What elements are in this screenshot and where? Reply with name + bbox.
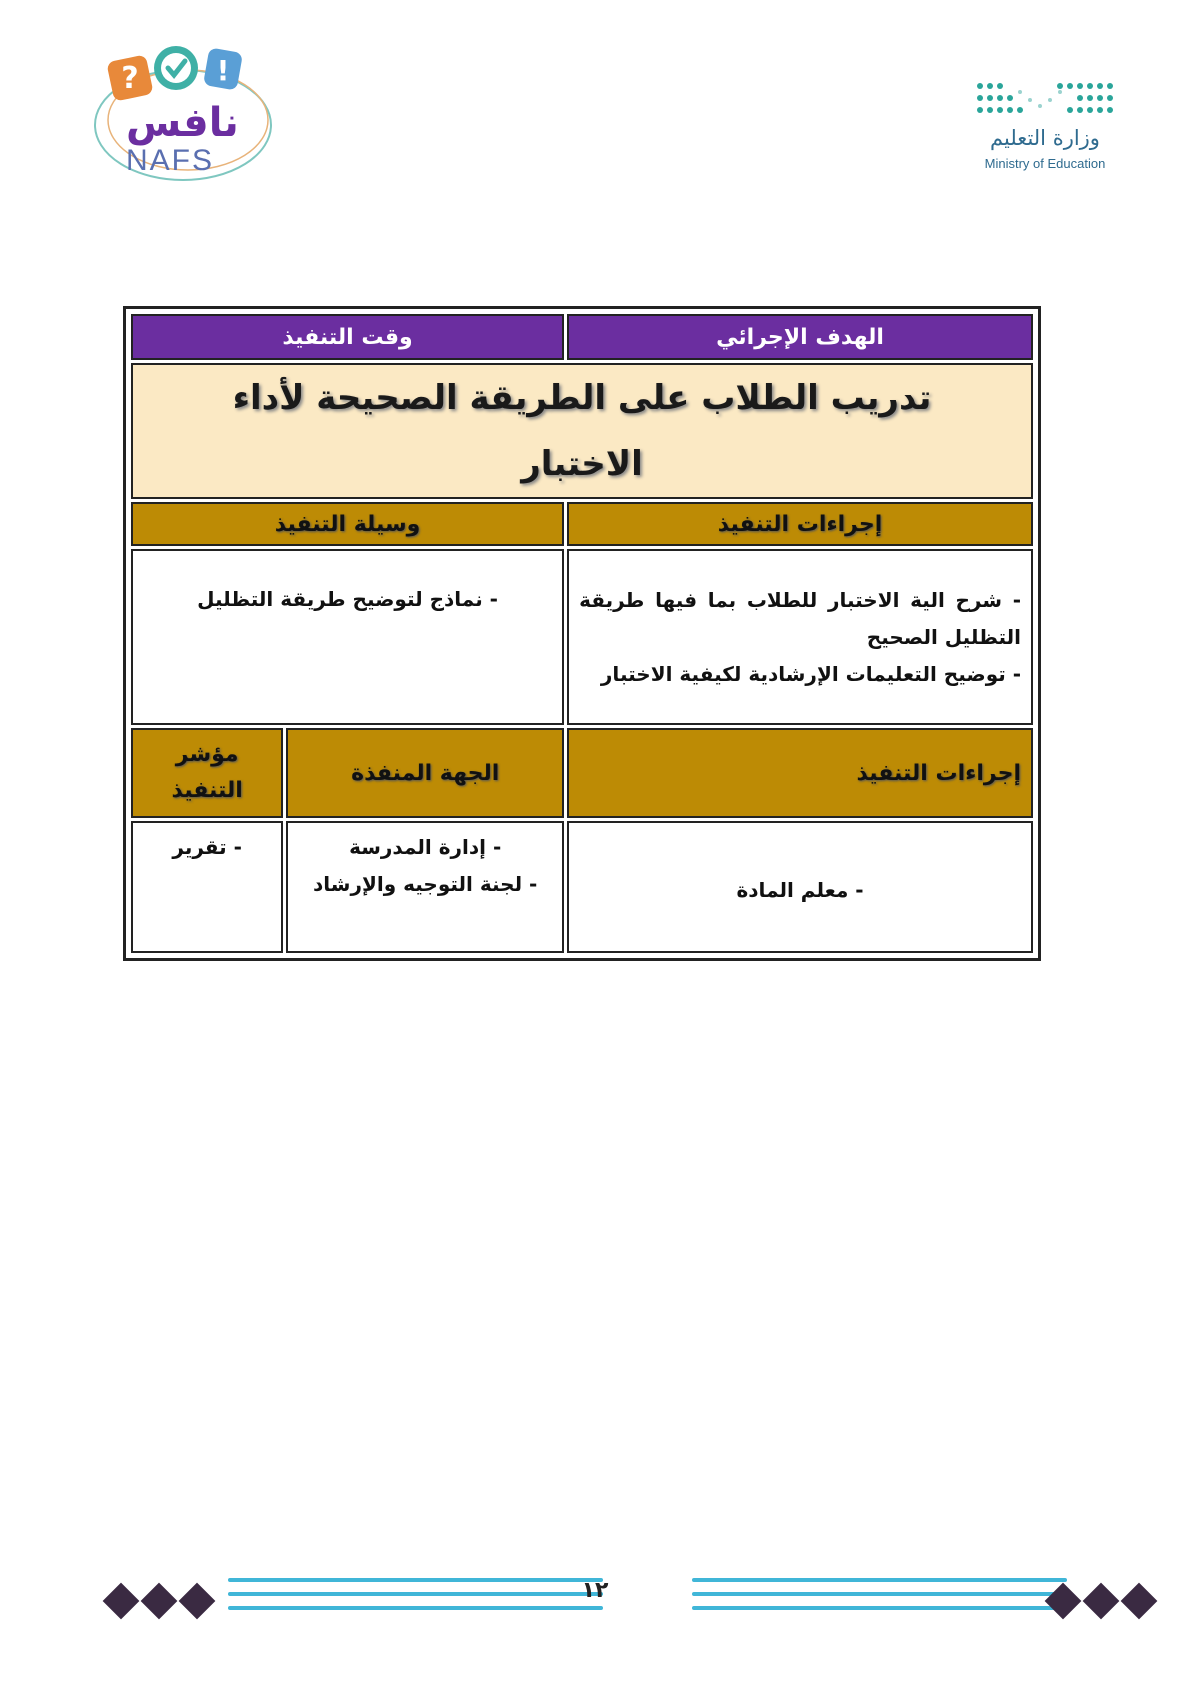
footer-stripes-right — [692, 1578, 1067, 1620]
page-footer — [0, 1578, 1191, 1638]
diamond-icon — [1121, 1583, 1158, 1620]
ministry-name-ar: وزارة التعليم — [990, 126, 1100, 150]
procedure-item: - شرح الية الاختبار للطلاب بما فيها طريقة التظليل الصحيح — [579, 587, 1021, 649]
footer-diamonds-left — [104, 1588, 214, 1614]
nafs-logo — [88, 40, 278, 190]
time-header: وقت التنفيذ — [131, 314, 564, 360]
procedures-cell-2: - معلم المادة — [567, 821, 1033, 953]
diamond-icon — [1045, 1583, 1082, 1620]
svg-text:!: ! — [216, 54, 230, 87]
procedures-cell — [567, 549, 1033, 725]
indicator-header: مؤشر التنفيذ — [131, 728, 283, 818]
procedures-header-2: إجراءات التنفيذ — [567, 728, 1033, 818]
ministry-logo — [960, 78, 1130, 178]
means-cell: - نماذج لتوضيح طريقة التظليل — [131, 549, 564, 725]
diamond-icon — [179, 1583, 216, 1620]
ministry-name-en: Ministry of Education — [984, 156, 1106, 171]
executor-header: الجهة المنفذة — [286, 728, 564, 818]
goal-text-line1: تدريب الطلاب على الطريقة الصحيحة لأداء — [232, 378, 932, 418]
executor-item: - لجنة التوجيه والإرشاد — [313, 872, 538, 896]
goal-text — [131, 363, 1033, 499]
diamond-icon — [1083, 1583, 1120, 1620]
ministry-emblem-icon — [960, 78, 1130, 122]
procedures-header: إجراءات التنفيذ — [567, 502, 1033, 546]
executor-cell — [286, 821, 564, 953]
page-number: ١٢ — [581, 1578, 609, 1603]
nafs-logo-ar: نافس — [126, 100, 239, 146]
executor-item: - إدارة المدرسة — [349, 835, 502, 859]
procedure-item: - توضيح التعليمات الإرشادية لكيفية الاختبار — [600, 661, 1021, 686]
footer-diamonds-right — [1046, 1588, 1156, 1614]
goal-header: الهدف الإجرائي — [567, 314, 1033, 360]
diamond-icon — [141, 1583, 178, 1620]
goal-text-line2: الاختبار — [521, 444, 643, 484]
procedure-plan-table — [123, 306, 1041, 961]
question-mark-icon: ? — [121, 61, 139, 96]
indicator-cell: - تقرير — [131, 821, 283, 953]
footer-stripes-left — [228, 1578, 603, 1620]
means-header: وسيلة التنفيذ — [131, 502, 564, 546]
nafs-logo-en: NAFS — [126, 144, 215, 177]
diamond-icon — [103, 1583, 140, 1620]
